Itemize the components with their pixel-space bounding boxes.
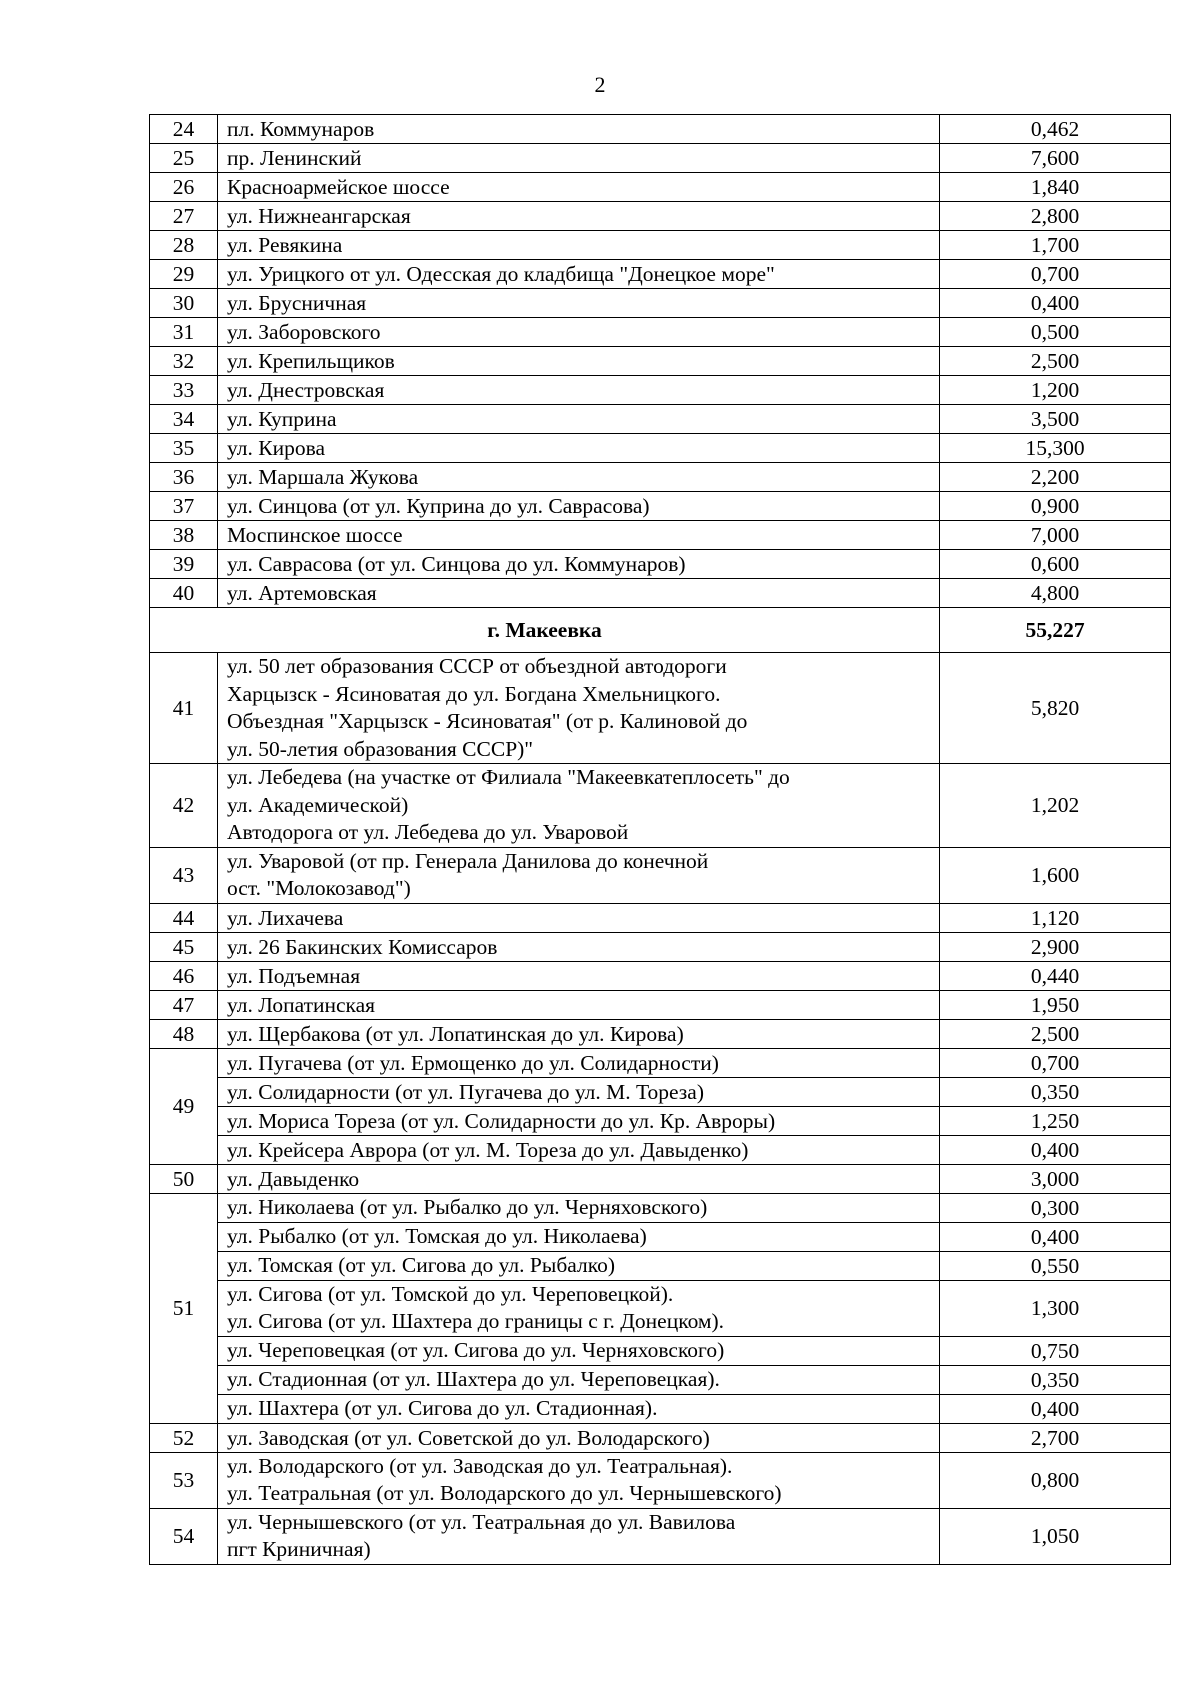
row-number: 25 [150, 144, 218, 173]
row-number: 31 [150, 318, 218, 347]
road-name: ул. Мориса Тореза (от ул. Солидарности до ул. Кр. Авроры) [218, 1106, 940, 1135]
road-name: ул. Лихачева [218, 903, 940, 932]
road-length: 1,700 [940, 231, 1171, 260]
road-length: 7,600 [940, 144, 1171, 173]
row-number: 54 [150, 1508, 218, 1564]
road-name: пл. Коммунаров [218, 115, 940, 144]
city-name: г. Макеевка [150, 608, 940, 653]
road-length: 0,550 [940, 1251, 1171, 1280]
table-row [150, 1222, 1171, 1251]
road-name: ул. Солидарности (от ул. Пугачева до ул. М. Тореза) [218, 1077, 940, 1106]
road-name: ул. Подъемная [218, 961, 940, 990]
road-length: 0,400 [940, 1394, 1171, 1423]
row-number: 44 [150, 903, 218, 932]
road-length: 3,000 [940, 1164, 1171, 1193]
road-name: пр. Ленинский [218, 144, 940, 173]
road-length: 1,202 [940, 764, 1171, 848]
road-name-line: ул. 50 лет образования СССР от объездной автодороги [227, 654, 727, 678]
road-length: 0,800 [940, 1452, 1171, 1508]
road-name-line: Автодорога от ул. Лебедева до ул. Уваровой [227, 820, 629, 844]
road-length: 2,500 [940, 1019, 1171, 1048]
road-name-line: ул. Сигова (от ул. Шахтера до границы с г. Донецком). [227, 1309, 725, 1333]
table-row [150, 1365, 1171, 1394]
road-length: 0,400 [940, 1222, 1171, 1251]
table-row [150, 579, 1171, 608]
road-length: 0,350 [940, 1077, 1171, 1106]
road-name: ул. Урицкого от ул. Одесская до кладбища "Донецкое море" [218, 260, 940, 289]
row-number: 43 [150, 847, 218, 903]
row-number: 36 [150, 463, 218, 492]
row-number: 51 [150, 1193, 218, 1423]
roads-table-body [150, 115, 1171, 1565]
row-number: 50 [150, 1164, 218, 1193]
row-number: 39 [150, 550, 218, 579]
road-name: ул. Заводская (от ул. Советской до ул. Володарского) [218, 1423, 940, 1452]
road-length: 2,900 [940, 932, 1171, 961]
table-row [150, 1452, 1171, 1508]
road-name-line: ул. 50-летия образования СССР)" [227, 736, 534, 761]
road-name [218, 1222, 940, 1251]
road-name-line: ул. Лебедева (на участке от Филиала "Макеевкатеплосеть" до [227, 765, 790, 789]
road-name: ул. Крепильщиков [218, 347, 940, 376]
table-row [150, 376, 1171, 405]
road-name: ул. Саврасова (от ул. Синцова до ул. Коммунаров) [218, 550, 940, 579]
road-length: 0,500 [940, 318, 1171, 347]
row-number: 48 [150, 1019, 218, 1048]
road-length: 1,120 [940, 903, 1171, 932]
road-name: ул. Лопатинская [218, 990, 940, 1019]
road-name [218, 1251, 940, 1280]
road-name [218, 1508, 940, 1564]
road-length: 0,900 [940, 492, 1171, 521]
table-row [150, 347, 1171, 376]
row-number: 30 [150, 289, 218, 318]
table-row [150, 1164, 1171, 1193]
road-name: ул. Маршала Жукова [218, 463, 940, 492]
road-name-line: ул. Володарского (от ул. Заводская до ул. Театральная). [227, 1453, 733, 1478]
road-name-line: ул. Чернышевского (от ул. Театральная до ул. Вавилова [227, 1509, 736, 1534]
road-length: 0,350 [940, 1365, 1171, 1394]
road-name: ул. Куприна [218, 405, 940, 434]
table-row [150, 653, 1171, 764]
road-name: ул. Заборовского [218, 318, 940, 347]
road-name [218, 847, 940, 903]
table-row [150, 289, 1171, 318]
table-row [150, 1336, 1171, 1365]
road-length: 7,000 [940, 521, 1171, 550]
table-row [150, 434, 1171, 463]
row-number: 26 [150, 173, 218, 202]
table-row [150, 847, 1171, 903]
road-length: 0,750 [940, 1336, 1171, 1365]
table-row [150, 1048, 1171, 1077]
table-row [150, 903, 1171, 932]
table-row [150, 990, 1171, 1019]
road-length: 0,700 [940, 1048, 1171, 1077]
road-name-line: ул. Рыбалко (от ул. Томская до ул. Николаева) [227, 1223, 647, 1248]
row-number: 24 [150, 115, 218, 144]
row-number: 38 [150, 521, 218, 550]
road-name-line: ул. Театральная (от ул. Володарского до ул. Чернышевского) [227, 1481, 782, 1505]
row-number: 29 [150, 260, 218, 289]
table-row [150, 1394, 1171, 1423]
table-row [150, 961, 1171, 990]
road-name [218, 1394, 940, 1423]
table-row [150, 463, 1171, 492]
road-name-line: Объездная "Харцызск - Ясиноватая" (от р. Калиновой до [227, 709, 748, 733]
road-name: ул. Щербакова (от ул. Лопатинская до ул. Кирова) [218, 1019, 940, 1048]
road-name: ул. Давыденко [218, 1164, 940, 1193]
road-name: Красноармейское шоссе [218, 173, 940, 202]
table-row [150, 115, 1171, 144]
row-number: 47 [150, 990, 218, 1019]
road-length: 0,700 [940, 260, 1171, 289]
table-row [150, 318, 1171, 347]
road-name-line: Харцызск - Ясиноватая до ул. Богдана Хмельницкого. [227, 681, 721, 706]
road-length: 0,462 [940, 115, 1171, 144]
road-name: ул. Брусничная [218, 289, 940, 318]
table-row [150, 1508, 1171, 1564]
table-row [150, 1135, 1171, 1164]
road-name-line: ост. "Молокозавод") [227, 876, 411, 900]
table-row [150, 764, 1171, 848]
road-name-line: ул. Академической) [227, 792, 409, 817]
road-length: 4,800 [940, 579, 1171, 608]
table-row [150, 1106, 1171, 1135]
row-number: 28 [150, 231, 218, 260]
table-row [150, 932, 1171, 961]
table-row [150, 550, 1171, 579]
row-number: 49 [150, 1048, 218, 1164]
road-name [218, 1452, 940, 1508]
road-name: ул. Синцова (от ул. Куприна до ул. Саврасова) [218, 492, 940, 521]
road-length: 1,950 [940, 990, 1171, 1019]
road-name-line: ул. Череповецкая (от ул. Сигова до ул. Черняховского) [227, 1337, 725, 1362]
road-length: 2,800 [940, 202, 1171, 231]
road-name [218, 653, 940, 764]
road-length: 15,300 [940, 434, 1171, 463]
road-length: 2,200 [940, 463, 1171, 492]
road-length: 2,500 [940, 347, 1171, 376]
row-number: 41 [150, 653, 218, 764]
road-name [218, 764, 940, 848]
row-number: 42 [150, 764, 218, 848]
road-length: 0,600 [940, 550, 1171, 579]
table-row [150, 405, 1171, 434]
road-name: ул. Ревякина [218, 231, 940, 260]
road-length: 1,840 [940, 173, 1171, 202]
row-number: 33 [150, 376, 218, 405]
table-row [150, 492, 1171, 521]
table-row [150, 231, 1171, 260]
road-name: ул. Кирова [218, 434, 940, 463]
road-name-line: ул. Шахтера (от ул. Сигова до ул. Стадионная). [227, 1395, 658, 1420]
table-row [150, 173, 1171, 202]
road-length: 5,820 [940, 653, 1171, 764]
road-length: 1,300 [940, 1280, 1171, 1336]
road-length: 0,440 [940, 961, 1171, 990]
road-name: ул. Пугачева (от ул. Ермощенко до ул. Солидарности) [218, 1048, 940, 1077]
road-length: 1,050 [940, 1508, 1171, 1564]
table-row [150, 202, 1171, 231]
road-name-line: пгт Криничная) [227, 1537, 371, 1561]
table-row [150, 1077, 1171, 1106]
row-number: 52 [150, 1423, 218, 1452]
table-row [150, 1193, 1171, 1222]
row-number: 40 [150, 579, 218, 608]
row-number: 34 [150, 405, 218, 434]
road-name: ул. Днестровская [218, 376, 940, 405]
table-row [150, 260, 1171, 289]
road-name [218, 1280, 940, 1336]
table-row [150, 1251, 1171, 1280]
road-length: 1,600 [940, 847, 1171, 903]
road-name-line: ул. Стадионная (от ул. Шахтера до ул. Череповецкая). [227, 1366, 720, 1391]
page-number: 2 [594, 72, 606, 97]
table-row [150, 144, 1171, 173]
table-row [150, 1019, 1171, 1048]
row-number: 46 [150, 961, 218, 990]
road-name: ул. Крейсера Аврора (от ул. М. Тореза до ул. Давыденко) [218, 1135, 940, 1164]
row-number: 27 [150, 202, 218, 231]
road-name-line: ул. Сигова (от ул. Томской до ул. Череповецкой). [227, 1281, 674, 1306]
road-name-line: ул. Томская (от ул. Сигова до ул. Рыбалко) [227, 1252, 615, 1277]
road-name [218, 1193, 940, 1222]
row-number: 35 [150, 434, 218, 463]
city-row [150, 608, 1171, 653]
road-length: 0,400 [940, 289, 1171, 318]
table-row [150, 521, 1171, 550]
road-length: 1,200 [940, 376, 1171, 405]
road-name-line: ул. Николаева (от ул. Рыбалко до ул. Черняховского) [227, 1194, 708, 1219]
road-length: 3,500 [940, 405, 1171, 434]
row-number: 37 [150, 492, 218, 521]
row-number: 45 [150, 932, 218, 961]
road-name [218, 1336, 940, 1365]
row-number: 53 [150, 1452, 218, 1508]
road-length: 2,700 [940, 1423, 1171, 1452]
road-name-line: ул. Уваровой (от пр. Генерала Данилова до конечной [227, 848, 709, 873]
road-length: 0,300 [940, 1193, 1171, 1222]
road-name: Моспинское шоссе [218, 521, 940, 550]
table-row [150, 1280, 1171, 1336]
road-length: 1,250 [940, 1106, 1171, 1135]
road-length: 0,400 [940, 1135, 1171, 1164]
city-total-length: 55,227 [940, 608, 1171, 653]
roads-table [149, 114, 1171, 1565]
table-row [150, 1423, 1171, 1452]
road-name: ул. 26 Бакинских Комиссаров [218, 932, 940, 961]
road-name [218, 1365, 940, 1394]
road-name: ул. Артемовская [218, 579, 940, 608]
road-name: ул. Нижнеангарская [218, 202, 940, 231]
row-number: 32 [150, 347, 218, 376]
